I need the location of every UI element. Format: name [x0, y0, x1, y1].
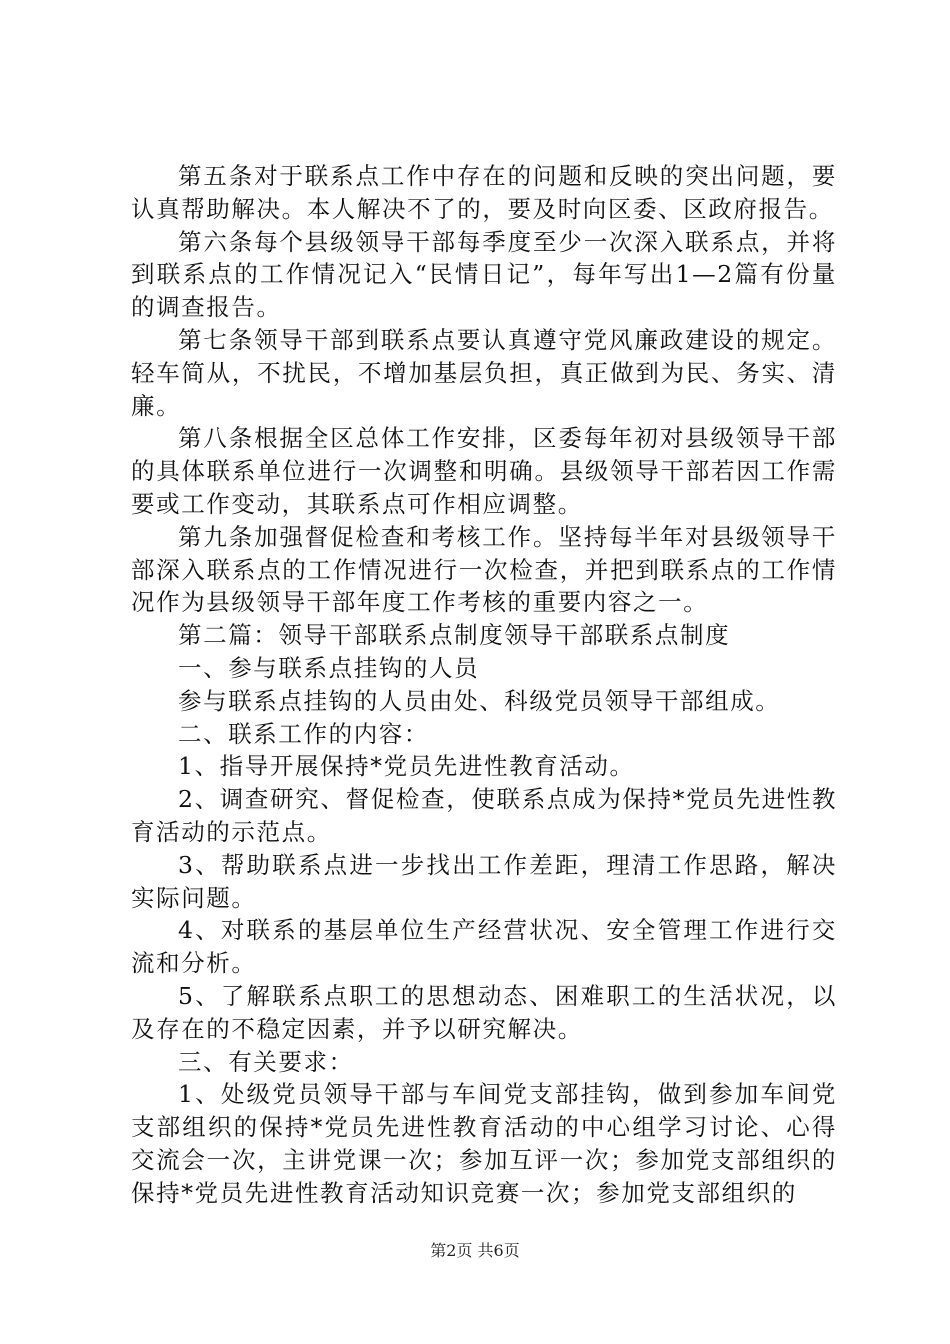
- page-number-footer: 第2页 共6页: [430, 1241, 520, 1260]
- paragraph-article-5: 第五条对于联系点工作中存在的问题和反映的突出问题，要认真帮助解决。本人解决不了的，要及时向区委、区政府报告。: [131, 162, 837, 223]
- list-item-content-2: 2、调查研究、督促检查，使联系点成为保持*党员先进性教育活动的示范点。: [131, 785, 837, 846]
- paragraph-article-8: 第八条根据全区总体工作安排，区委每年初对县级领导干部的具体联系单位进行一次调整和明确。县级领导干部若因工作需要或工作变动，其联系点可作相应调整。: [131, 424, 837, 518]
- list-item-content-5: 5、了解联系点职工的思想动态、困难职工的生活状况，以及存在的不稳定因素，并予以研究解决。: [131, 981, 837, 1043]
- heading-work-content: 二、联系工作的内容：: [178, 719, 429, 748]
- paragraph-article-7: 第七条领导干部到联系点要认真遵守党风廉政建设的规定。轻车简从，不扰民，不增加基层负担，真正做到为民、务实、清廉。: [131, 325, 837, 420]
- list-item-content-4: 4、对联系的基层单位生产经营状况、安全管理工作进行交流和分析。: [131, 916, 837, 978]
- list-item-content-3: 3、帮助联系点进一步找出工作差距，理清工作思路，解决实际问题。: [131, 850, 837, 912]
- list-item-requirement-1: 1、处级党员领导干部与车间党支部挂钩，做到参加车间党支部组织的保持*党员先进性教育活动的中心组学习讨论、心得交流会一次，主讲党课一次；参加互评一次；参加党支部组织的保持*党员先进性教育活动知识竞赛一次；参加党支部组织的: [131, 1080, 837, 1207]
- heading-requirements: 三、有关要求：: [178, 1047, 354, 1076]
- section-title-part-two: 第二篇：领导干部联系点制度领导干部联系点制度: [178, 621, 731, 650]
- paragraph-article-6: 第六条每个县级领导干部每季度至少一次深入联系点，并将到联系点的工作情况记入“民情日记”，每年写出1—2篇有份量的调查报告。: [131, 227, 837, 322]
- paragraph-article-9: 第九条加强督促检查和考核工作。坚持每半年对县级领导干部深入联系点的工作情况进行一次检查，并把到联系点的工作情况作为县级领导干部年度工作考核的重要内容之一。: [131, 522, 837, 617]
- heading-participants: 一、参与联系点挂钩的人员: [178, 653, 480, 682]
- list-item-content-1: 1、指导开展保持*党员先进性教育活动。: [178, 752, 635, 781]
- paragraph-participants: 参与联系点挂钩的人员由处、科级党员领导干部组成。: [178, 686, 781, 715]
- document-body: [131, 160, 837, 1210]
